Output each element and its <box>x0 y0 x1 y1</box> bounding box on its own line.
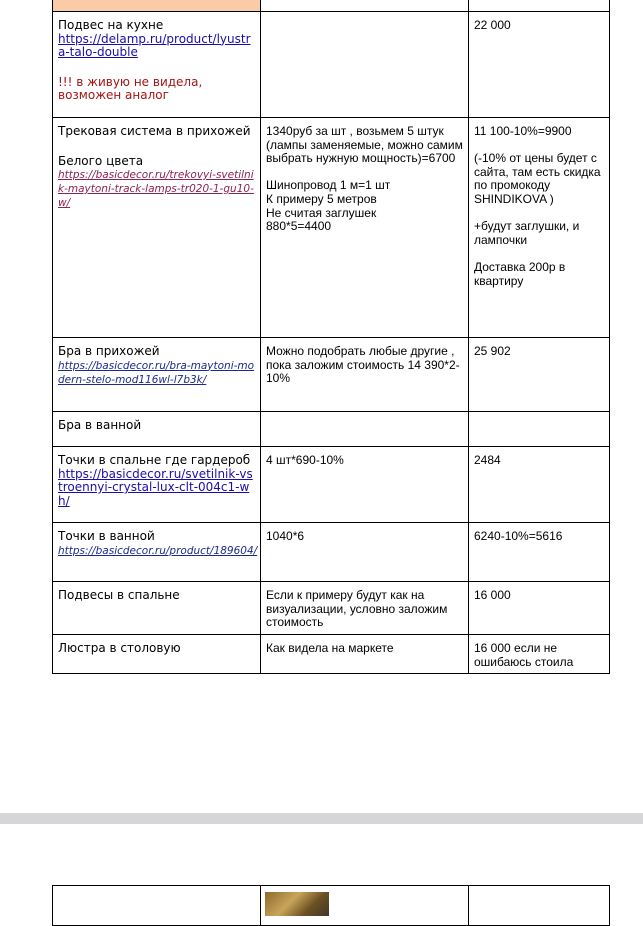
page-separator <box>0 813 643 824</box>
table-row <box>53 447 610 523</box>
calc-cell: Можно подобрать любые другие , пока заложим стоимость 14 390*2-10% <box>261 338 469 412</box>
header-cell <box>261 0 469 12</box>
item-name: Бра в прихожей <box>58 344 160 358</box>
item-name-cell <box>53 582 261 635</box>
item-name: Бра в ванной <box>58 418 142 432</box>
price-cell: 16 000 <box>469 582 610 635</box>
table-row <box>53 635 610 674</box>
product-link[interactable]: https://basicdecor.ru/bra-maytoni-modern-stelo-mod116wl-l7b3k/ <box>58 359 255 386</box>
product-photo <box>265 892 329 916</box>
table-header-row-partial <box>53 0 610 12</box>
table-row <box>53 338 610 412</box>
price-cell: 22 000 <box>469 12 610 118</box>
item-name-cell <box>53 523 261 582</box>
table-row <box>53 523 610 582</box>
item-name-cell <box>53 118 261 338</box>
header-cell <box>469 0 610 12</box>
price-cell <box>469 412 610 447</box>
product-link[interactable]: https://delamp.ru/product/lyustra-talo-double <box>58 31 251 60</box>
calc-cell <box>261 412 469 447</box>
calc-cell: 1040*6 <box>261 523 469 582</box>
item-name-cell <box>53 886 261 926</box>
table-row <box>53 412 610 447</box>
calc-cell: Как видела на маркете <box>261 635 469 674</box>
document-page-2 <box>0 824 643 915</box>
item-name-cell <box>53 412 261 447</box>
header-cell-orange <box>53 0 261 12</box>
price-cell: 11 100-10%=9900 (-10% от цены будет с сайта, там есть скидка по промокоду SHINDIKOVA ) +будут заглушки, и лампочки Доставка 200р в квартиру <box>469 118 610 338</box>
table-row <box>53 886 610 926</box>
item-name: Точки в ванной <box>58 529 155 543</box>
calc-cell <box>261 12 469 118</box>
table-row <box>53 12 610 118</box>
calc-cell: 4 шт*690-10% <box>261 447 469 523</box>
lighting-estimate-table <box>52 0 610 674</box>
table-row <box>53 582 610 635</box>
product-link[interactable]: https://basicdecor.ru/product/189604/ <box>58 544 258 557</box>
item-name: Подвес на кухне <box>58 18 164 32</box>
item-name-cell <box>53 447 261 523</box>
item-name-cell <box>53 338 261 412</box>
price-cell: 25 902 <box>469 338 610 412</box>
table-row <box>53 118 610 338</box>
calc-cell: Если к примеру будут как на визуализации, условно заложим стоимость <box>261 582 469 635</box>
product-link[interactable]: https://basicdecor.ru/trekovyi-svetilnik-maytoni-track-lamps-tr020-1-gu10-w/ <box>58 169 254 210</box>
photo-cell <box>261 886 469 926</box>
price-cell: 6240-10%=5616 <box>469 523 610 582</box>
item-name: Точки в спальне где гардероб <box>58 453 251 467</box>
item-name: Люстра в столовую <box>58 641 181 655</box>
price-cell: 16 000 если не ошибаюсь стоила <box>469 635 610 674</box>
next-page-table <box>52 885 610 926</box>
item-subnote: Белого цвета <box>58 153 144 168</box>
warning-note: !!! в живую не видела, возможен аналог <box>58 74 203 103</box>
price-cell <box>469 886 610 926</box>
price-cell: 2484 <box>469 447 610 523</box>
calc-cell: 1340руб за шт , возьмем 5 штук (лампы заменяемые, можно самим выбрать нужную мощность)=6700 Шинопровод 1 м=1 шт К примеру 5 метров Не считая заглушек 880*5=4400 <box>261 118 469 338</box>
item-name: Трековая система в прихожей <box>58 124 251 138</box>
product-link[interactable]: https://basicdecor.ru/svetilnik-vstroennyi-crystal-lux-clt-004c1-wh/ <box>58 466 253 508</box>
item-name-cell <box>53 635 261 674</box>
item-name: Подвесы в спальне <box>58 588 180 602</box>
item-name-cell <box>53 12 261 118</box>
